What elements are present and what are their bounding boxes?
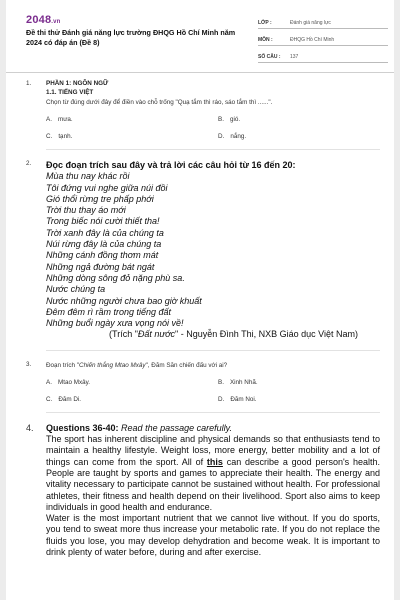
poem-source bbox=[46, 329, 380, 340]
question-divider bbox=[46, 350, 380, 351]
option-text: tạnh. bbox=[58, 133, 73, 140]
option-letter: A. bbox=[46, 116, 52, 123]
option-text: nắng. bbox=[230, 133, 247, 140]
meta-row-question-count bbox=[258, 52, 388, 63]
logo-main: 2048 bbox=[26, 14, 52, 26]
question-list bbox=[6, 78, 394, 558]
prompt-title: Chiến thắng Mtao Mxây bbox=[79, 361, 146, 369]
prompt-prefix: Đoạn trích " bbox=[46, 361, 80, 369]
option-text: Đăm Noi. bbox=[230, 395, 257, 403]
logo-suffix: .vn bbox=[51, 19, 61, 25]
answer-option[interactable] bbox=[218, 116, 390, 123]
meta-row-subject bbox=[258, 35, 388, 46]
question-4 bbox=[6, 423, 394, 559]
question-3 bbox=[6, 361, 394, 413]
option-text: mưa. bbox=[57, 116, 73, 123]
option-letter: C. bbox=[46, 395, 53, 403]
question-number: 4. bbox=[26, 422, 34, 433]
answer-options bbox=[46, 116, 380, 140]
highlighted-word: this bbox=[206, 456, 223, 467]
meta-value: Đánh giá năng lực bbox=[290, 20, 331, 26]
question-prompt: Chọn từ đúng dưới đây để điền vào chỗ trống "Quạ tắm thì ráo, sáo tắm thì ......". bbox=[46, 99, 273, 106]
question-number: 3. bbox=[26, 360, 32, 368]
section-heading: PHẦN 1: NGÔN NGỮ bbox=[46, 80, 109, 87]
option-text: Xinh Nhã. bbox=[229, 378, 258, 386]
question-heading bbox=[46, 423, 380, 434]
option-text: Mtao Mxây. bbox=[57, 378, 91, 386]
option-letter: B. bbox=[218, 116, 224, 123]
option-text: gió. bbox=[229, 116, 241, 123]
poem-line: Trời xanh đây là của chúng ta bbox=[46, 227, 164, 238]
poem-line: Trong biếc nói cười thiết tha! bbox=[46, 216, 160, 227]
passage-text: can describe a good person's health. People are taught by sports and games to appreciate their health. The energy and vitality necessary to participate cannot be sustained without health. For professional athletes, their fitness and health depend on their livelihood. Sport also aims to keep individuals in good health and endurance. bbox=[46, 456, 380, 512]
document-header bbox=[6, 0, 394, 70]
exam-meta bbox=[258, 18, 388, 69]
answer-option[interactable] bbox=[46, 116, 218, 123]
meta-label: LỚP : bbox=[258, 20, 272, 26]
poem-line: Mùa thu nay khác rồi bbox=[46, 171, 130, 182]
poem bbox=[46, 171, 380, 340]
question-2 bbox=[6, 160, 394, 351]
question-divider bbox=[46, 412, 380, 413]
meta-value: 137 bbox=[290, 54, 299, 60]
question-prompt: Đọc đoạn trích sau đây và trả lời các câu hỏi từ 16 đến 20: bbox=[46, 160, 296, 170]
question-divider bbox=[46, 149, 380, 150]
poem-line: Gió thổi rừng tre phấp phới bbox=[46, 193, 154, 204]
header-divider bbox=[6, 72, 394, 73]
site-logo[interactable] bbox=[26, 14, 61, 26]
question-prompt bbox=[46, 361, 380, 370]
poem-line: Nước chúng ta bbox=[46, 284, 106, 295]
source-prefix: (Trích " bbox=[109, 329, 138, 340]
meta-row-class bbox=[258, 18, 388, 29]
option-text: Đăm Di. bbox=[58, 395, 82, 403]
subsection-heading: 1.1. TIẾNG VIỆT bbox=[46, 89, 94, 96]
reading-passage bbox=[46, 434, 380, 558]
option-letter: D. bbox=[218, 133, 225, 140]
question-number: 1. bbox=[26, 80, 32, 87]
meta-label: SỐ CÂU : bbox=[258, 54, 281, 60]
prompt-suffix: ", Đăm Săn chiến đấu với ai? bbox=[145, 361, 228, 369]
poem-line: Nước những người chưa bao giờ khuất bbox=[46, 295, 202, 306]
poem-line: Những dòng sông đỏ nặng phù sa. bbox=[46, 272, 185, 283]
source-suffix: " - Nguyễn Đình Thi, NXB Giáo dục Việt Nam) bbox=[175, 329, 358, 340]
poem-line: Những buổi ngày xưa vọng nói về! bbox=[46, 318, 184, 329]
option-letter: D. bbox=[218, 395, 225, 403]
questions-range: Questions 36-40: bbox=[46, 422, 119, 433]
poem-line: Đêm đêm rì rầm trong tiếng đất bbox=[46, 306, 172, 317]
question-1 bbox=[6, 80, 394, 150]
poem-line: Những cánh đồng thơm mát bbox=[46, 250, 159, 261]
poem-line: Những ngả đường bát ngát bbox=[46, 261, 155, 272]
meta-value: ĐHQG Hồ Chí Minh bbox=[290, 37, 335, 43]
poem-line: Trời thu thay áo mới bbox=[46, 205, 126, 216]
question-number: 2. bbox=[26, 160, 32, 167]
answer-option[interactable] bbox=[46, 396, 218, 403]
option-letter: C. bbox=[46, 133, 53, 140]
passage-text: The sport has inherent discipline and physical demands so that enthusiasts tend to maintain a healthy lifestyle. Weight loss, more energy, better mobility and a lot of things can come from the sport. All of bbox=[46, 434, 380, 467]
option-letter: B. bbox=[218, 378, 224, 386]
answer-option[interactable] bbox=[46, 379, 218, 386]
answer-options bbox=[46, 379, 380, 403]
answer-option[interactable] bbox=[46, 133, 218, 140]
poem-line: Núi rừng đây là của chúng ta bbox=[46, 239, 162, 250]
passage-paragraph bbox=[46, 434, 380, 513]
option-letter: A. bbox=[46, 378, 52, 386]
answer-option[interactable] bbox=[218, 133, 390, 140]
document-page bbox=[6, 0, 394, 600]
passage-paragraph: Water is the most important nutrient that we cannot live without. If you do sports, you tend to sweat more thus increase your metabolic rate. If you do not replace the fluids you lose, you may develop dehydration and become weak. It is important to drink plenty of water before, during and after exercise. bbox=[46, 513, 380, 558]
document-title: Đề thi thử Đánh giá năng lực trường ĐHQG Hồ Chí Minh năm 2024 có đáp án (Đề 8) bbox=[26, 28, 236, 47]
answer-option[interactable] bbox=[218, 396, 390, 403]
answer-option[interactable] bbox=[218, 379, 390, 386]
source-title: Đất nước bbox=[137, 329, 176, 340]
meta-label: MÔN : bbox=[258, 37, 273, 43]
question-instruction: Read the passage carefully. bbox=[121, 422, 232, 433]
poem-line: Tôi đứng vui nghe giữa núi đồi bbox=[46, 182, 168, 193]
